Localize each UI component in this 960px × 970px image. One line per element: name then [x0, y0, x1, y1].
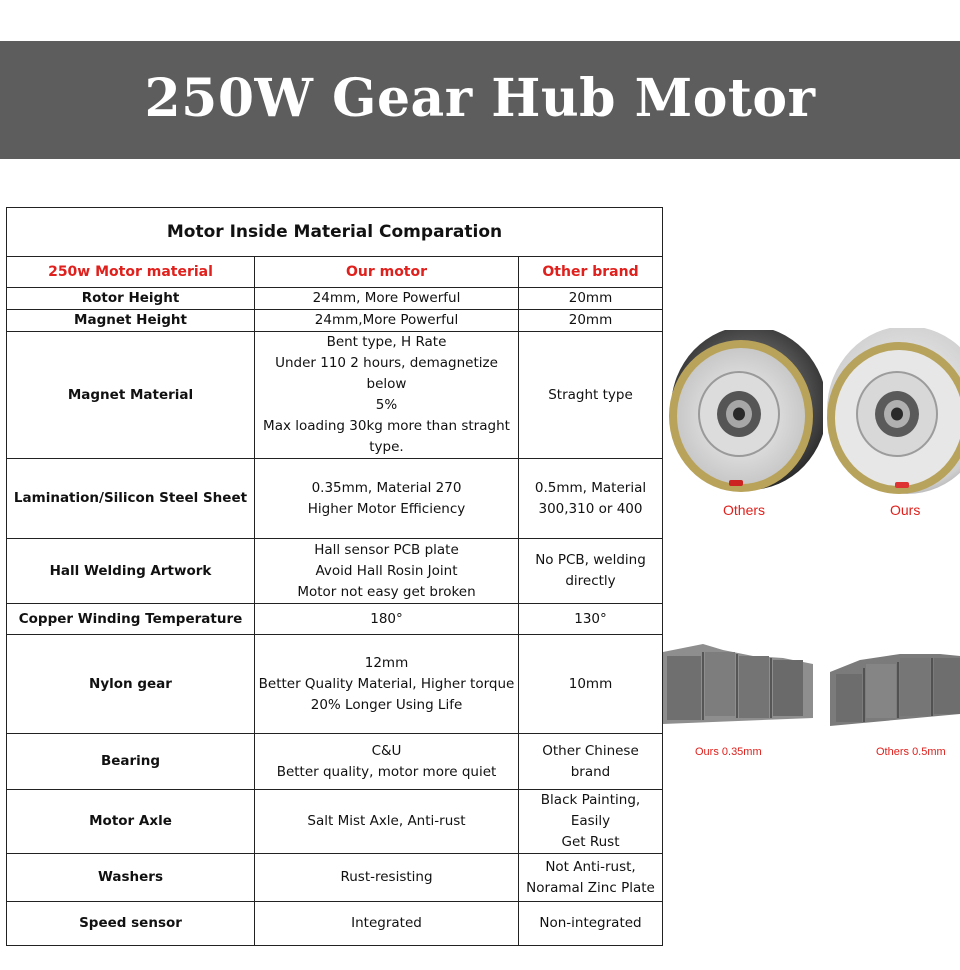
table-row — [7, 539, 663, 604]
row-label: Lamination/Silicon Steel Sheet — [7, 459, 255, 539]
cell-line: 130° — [574, 610, 607, 627]
cell-line: 20mm — [568, 290, 613, 306]
cell-line: Bent type, H Rate — [326, 334, 447, 350]
header-material: 250w Motor material — [7, 257, 255, 288]
cell-line: 24mm,More Powerful — [314, 312, 459, 328]
cell-line: Non-integrated — [539, 915, 642, 931]
cell-line: Under 110 2 hours, demagnetize below — [275, 355, 498, 392]
cell-line: 0.35mm, Material 270 — [311, 479, 462, 496]
table-row — [7, 288, 663, 310]
row-label: Rotor Height — [7, 288, 255, 310]
cell-line: Rust-resisting — [340, 869, 433, 885]
other-brand-cell — [519, 459, 663, 539]
cell-line: Avoid Hall Rosin Joint — [315, 562, 458, 579]
our-motor-cell — [255, 332, 519, 459]
our-motor-cell — [255, 604, 519, 635]
row-label: Magnet Material — [7, 332, 255, 459]
cell-line: Straght type — [548, 386, 633, 403]
our-motor-cell — [255, 635, 519, 734]
cell-line: 20% Longer Using Life — [310, 696, 463, 713]
our-motor-cell — [255, 310, 519, 332]
our-motor-cell — [255, 902, 519, 946]
cell-line: Other Chinese brand — [542, 742, 639, 780]
cell-line: directly — [565, 573, 616, 589]
table-body — [7, 288, 663, 946]
cell-line: type. — [369, 439, 404, 455]
page-title: 250W Gear Hub Motor — [144, 67, 816, 129]
table-title: Motor Inside Material Comparation — [7, 208, 663, 257]
comparison-table — [6, 207, 663, 946]
table-row — [7, 310, 663, 332]
cell-line: Not Anti-rust, — [545, 858, 636, 875]
title-banner — [0, 41, 960, 159]
caption-ours-035mm: Ours 0.35mm — [695, 746, 762, 758]
other-brand-cell — [519, 635, 663, 734]
our-motor-cell — [255, 734, 519, 790]
cell-line: 180° — [370, 610, 403, 627]
cell-line: C&U — [371, 742, 402, 759]
cell-line: Max loading 30kg more than straght — [263, 418, 510, 434]
cell-line: Higher Motor Efficiency — [307, 500, 466, 517]
our-motor-cell — [255, 539, 519, 604]
caption-ours: Ours — [890, 502, 921, 518]
table-row — [7, 902, 663, 946]
our-motor-cell — [255, 288, 519, 310]
cell-line: Better Quality Material, Higher torque — [258, 675, 515, 692]
cell-line: 5% — [375, 397, 398, 413]
table-row — [7, 332, 663, 459]
other-brand-cell — [519, 734, 663, 790]
cell-line: Integrated — [351, 915, 422, 931]
table-row — [7, 734, 663, 790]
rotor-photo-others — [663, 330, 823, 500]
row-label: Hall Welding Artwork — [7, 539, 255, 604]
cell-line: Black Painting, Easily — [540, 792, 641, 829]
table-row — [7, 790, 663, 854]
table-title-row — [7, 208, 663, 257]
cell-line: Get Rust — [561, 834, 620, 850]
header-our-motor: Our motor — [255, 257, 519, 288]
cell-line: 300,310 or 400 — [538, 500, 643, 517]
cell-line: 12mm — [364, 654, 409, 671]
row-label: Magnet Height — [7, 310, 255, 332]
other-brand-cell — [519, 902, 663, 946]
cell-line: 20mm — [568, 312, 613, 328]
row-label: Washers — [7, 854, 255, 902]
row-label: Bearing — [7, 734, 255, 790]
other-brand-cell — [519, 854, 663, 902]
cell-line: 0.5mm, Material — [534, 479, 647, 496]
cell-line: Hall sensor PCB plate — [314, 541, 459, 558]
cell-line: 24mm, More Powerful — [312, 290, 461, 306]
caption-others-05mm: Others 0.5mm — [876, 746, 946, 758]
row-label: Motor Axle — [7, 790, 255, 854]
table-row — [7, 604, 663, 635]
cell-line: Motor not easy get broken — [297, 583, 476, 600]
row-label: Speed sensor — [7, 902, 255, 946]
other-brand-cell — [519, 604, 663, 635]
other-brand-cell — [519, 790, 663, 854]
other-brand-cell — [519, 332, 663, 459]
table-row — [7, 635, 663, 734]
table-header-row — [7, 257, 663, 288]
rotor-photo-ours — [825, 328, 960, 500]
our-motor-cell — [255, 459, 519, 539]
row-label: Nylon gear — [7, 635, 255, 734]
table-row — [7, 459, 663, 539]
cell-line: 10mm — [568, 675, 613, 692]
our-motor-cell — [255, 790, 519, 854]
other-brand-cell — [519, 310, 663, 332]
cell-line: Better quality, motor more quiet — [276, 763, 497, 780]
table-row — [7, 854, 663, 902]
our-motor-cell — [255, 854, 519, 902]
other-brand-cell — [519, 539, 663, 604]
other-brand-cell — [519, 288, 663, 310]
caption-others: Others — [723, 502, 766, 518]
cell-line: No PCB, welding — [535, 552, 646, 568]
header-other-brand: Other brand — [519, 257, 663, 288]
row-label: Copper Winding Temperature — [7, 604, 255, 635]
stator-photo-others — [830, 650, 960, 728]
cell-line: Salt Mist Axle, Anti-rust — [307, 813, 466, 829]
stator-photo-ours — [663, 638, 813, 730]
cell-line: Noramal Zinc Plate — [526, 879, 655, 896]
